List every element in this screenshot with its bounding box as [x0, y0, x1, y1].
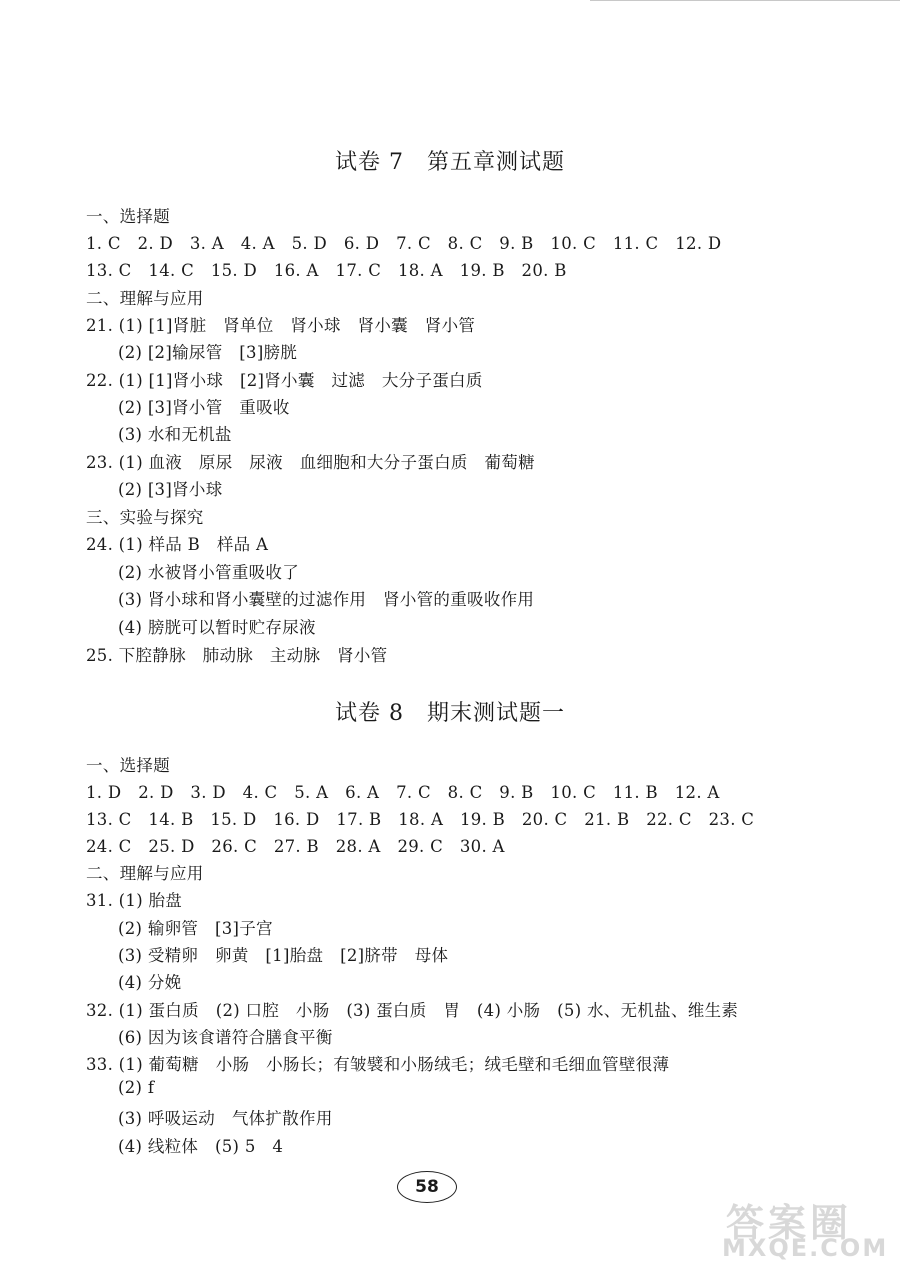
- answer-line: 31. (1) 胎盘: [86, 891, 183, 910]
- watermark-top: 答案圈: [726, 1201, 853, 1245]
- answer-line: (4) 分娩: [118, 973, 182, 992]
- answer-line: (2) [3]肾小球: [118, 480, 223, 499]
- answer-line: (3) 肾小球和肾小囊壁的过滤作用 肾小管的重吸收作用: [118, 590, 535, 609]
- answer-line: 23. (1) 血液 原尿 尿液 血细胞和大分子蛋白质 葡萄糖: [86, 453, 535, 472]
- answer-line: (6) 因为该食谱符合膳食平衡: [118, 1028, 333, 1047]
- answer-line: 33. (1) 葡萄糖 小肠 小肠长；有皱襞和小肠绒毛；绒毛壁和毛细血管壁很薄: [86, 1055, 670, 1074]
- answer-line: 1. D 2. D 3. D 4. C 5. A 6. A 7. C 8. C 9. B 10. C 11. B 12. A: [86, 783, 720, 802]
- heading-multiple-choice: 一、选择题: [86, 207, 170, 226]
- answer-line: 25. 下腔静脉 肺动脉 主动脉 肾小管: [86, 646, 388, 665]
- answer-line: (2) [2]输尿管 [3]膀胱: [118, 343, 298, 362]
- heading-experiment: 三、实验与探究: [86, 508, 204, 527]
- answer-line: (3) 水和无机盐: [118, 425, 232, 444]
- answer-line: (3) 受精卵 卵黄 [1]胎盘 [2]脐带 母体: [118, 946, 449, 965]
- answer-line: 24. C 25. D 26. C 27. B 28. A 29. C 30. A: [86, 837, 505, 856]
- answer-line: (2) 输卵管 [3]子宫: [118, 919, 273, 938]
- answer-line: 22. (1) [1]肾小球 [2]肾小囊 过滤 大分子蛋白质: [86, 371, 483, 390]
- watermark-bottom: MXQE.COM: [722, 1234, 889, 1262]
- answer-line: 24. (1) 样品 B 样品 A: [86, 535, 269, 554]
- page-number: 58: [397, 1171, 457, 1203]
- heading-multiple-choice: 一、选择题: [86, 756, 170, 775]
- answer-line: (2) [3]肾小管 重吸收: [118, 398, 290, 417]
- answer-line: 13. C 14. C 15. D 16. A 17. C 18. A 19. B 20. B: [86, 261, 567, 280]
- answer-line: 32. (1) 蛋白质 (2) 口腔 小肠 (3) 蛋白质 胃 (4) 小肠 (5) 水、无机盐、维生素: [86, 1001, 739, 1020]
- heading-understanding: 二、理解与应用: [86, 289, 204, 308]
- watermark-logo: [722, 1192, 892, 1264]
- heading-understanding: 二、理解与应用: [86, 864, 204, 883]
- answer-line: (2) f: [118, 1078, 155, 1097]
- section-title-test-8: 试卷 8 期末测试题一: [335, 701, 565, 726]
- answer-line: (4) 线粒体 (5) 5 4: [118, 1137, 284, 1156]
- top-edge-rule: [590, 0, 900, 1]
- answer-line: (2) 水被肾小管重吸收了: [118, 563, 300, 582]
- answer-line: 21. (1) [1]肾脏 肾单位 肾小球 肾小囊 肾小管: [86, 316, 476, 335]
- answer-line: 13. C 14. B 15. D 16. D 17. B 18. A 19. B 20. C 21. B 22. C 23. C: [86, 810, 755, 829]
- answer-line: 1. C 2. D 3. A 4. A 5. D 6. D 7. C 8. C 9. B 10. C 11. C 12. D: [86, 234, 722, 253]
- answer-line: (3) 呼吸运动 气体扩散作用: [118, 1109, 333, 1128]
- section-title-test-7: 试卷 7 第五章测试题: [335, 150, 565, 175]
- answer-line: (4) 膀胱可以暂时贮存尿液: [118, 618, 316, 637]
